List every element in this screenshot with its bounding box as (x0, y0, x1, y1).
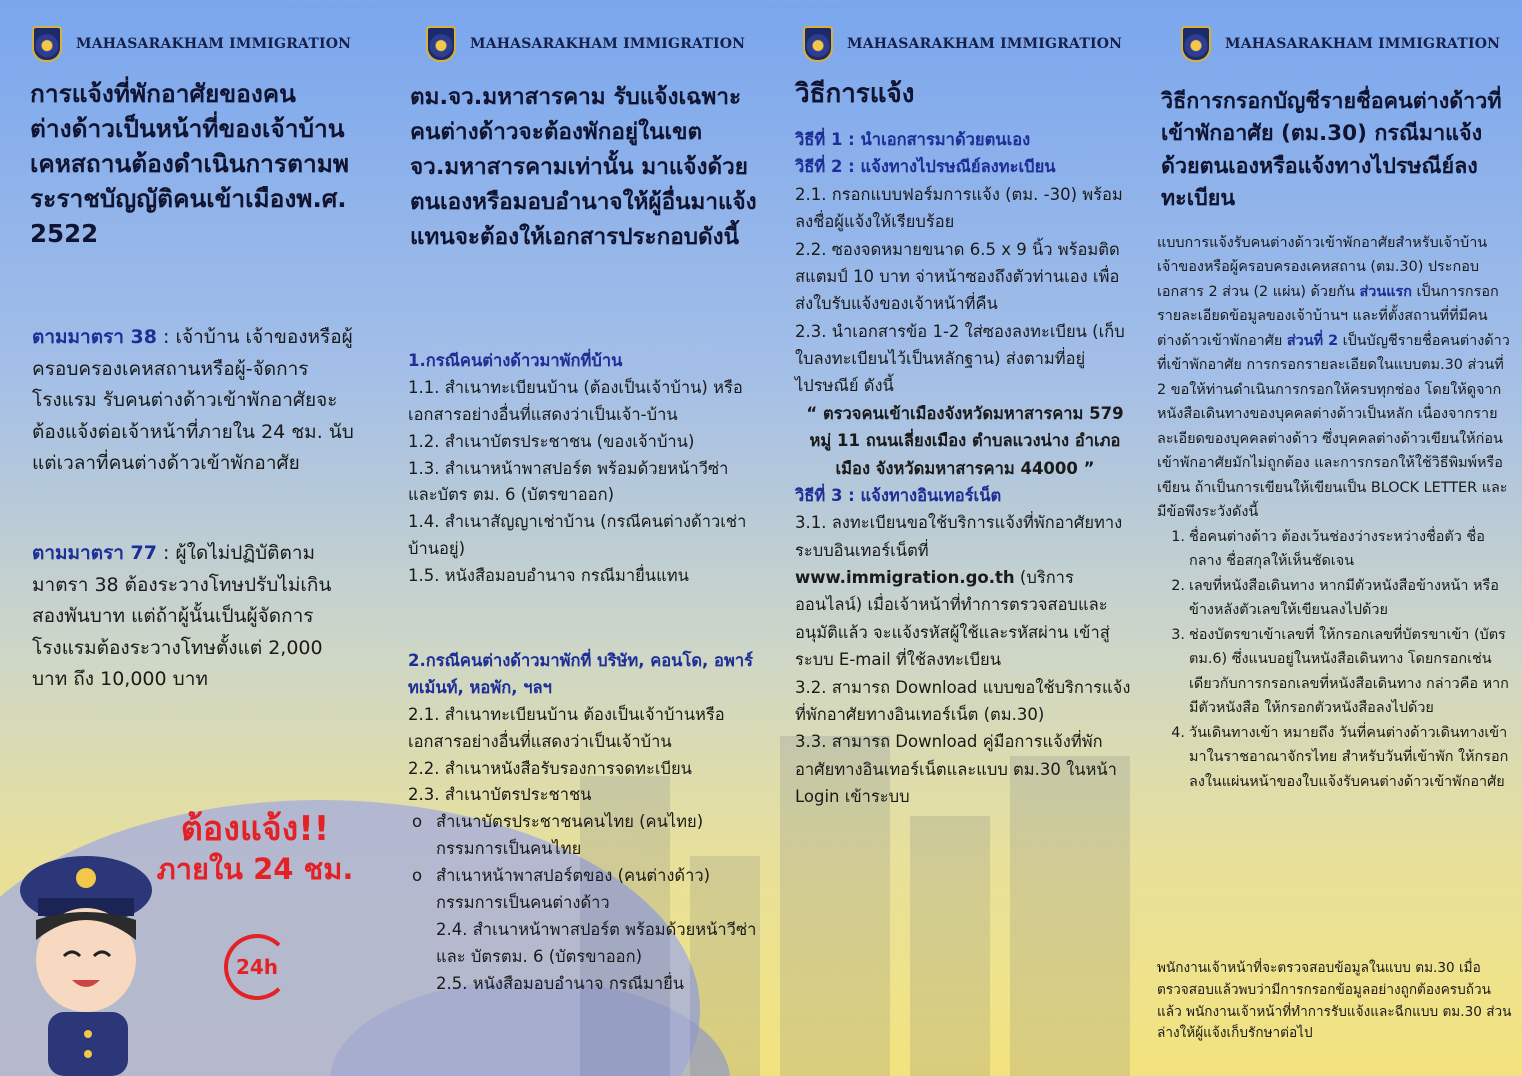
list-item (795, 509, 1135, 673)
website-link[interactable]: www.immigration.go.th (795, 568, 1015, 587)
list-item: 2.3. นำเอกสารข้อ 1-2 ใส่ซองลงทะเบียน (เก็บใบลงทะเบียนไว้เป็นหลักฐาน) ส่งตามที่อยู่ไปรษณีย์ ดังนี้ (795, 321, 1125, 396)
list-item (1157, 623, 1512, 721)
bullet-item (408, 809, 758, 863)
panel-form-instructions (1145, 0, 1522, 1076)
rule-text: เลขที่หนังสือเดินทาง หากมีตัวหนังสือข้างหน้า หรือข้างหลังตัวเลขให้เขียนลงไปด้วย (1189, 577, 1499, 619)
immigration-badge-icon (1181, 26, 1211, 62)
immigration-badge-icon (803, 26, 833, 62)
panel-header (32, 26, 351, 62)
case-2-title: 2.กรณีคนต่างด้าวมาพักที่ บริษัท, คอนโด, อพาร์ทเม้นท์, หอพัก, ฯลฯ (408, 651, 753, 697)
list-item: 2.2. สำเนาหนังสือรับรองการจดทะเบียน (408, 758, 692, 778)
list-item: 1.2. สำเนาบัตรประชาชน (ของเจ้าบ้าน) (408, 431, 695, 451)
must-report-line2: ภายใน 24 ชม. (156, 851, 354, 886)
agency-name: MAHASARAKHAM IMMIGRATION (76, 36, 352, 52)
case-2-section (408, 648, 758, 998)
law-38-label: ตามมาตรา 38 (32, 326, 157, 348)
case-1-section (408, 348, 758, 590)
list-item: 1.1. สำเนาทะเบียนบ้าน (ต้องเป็นเจ้าบ้าน) หรือเอกสารอย่างอื่นที่แสดงว่าเป็นเจ้า-บ้าน (408, 377, 743, 424)
panel-header (1181, 26, 1500, 62)
panel-title: วิธีการกรอกบัญชีรายชื่อคนต่างด้าวที่เข้าพักอาศัย (ตม.30) กรณีมาแจ้งด้วยตนเองหรือแจ้งทางไปรษณีย์ลงทะเบียน (1161, 89, 1502, 211)
list-item: 1.4. สำเนาสัญญาเช่าบ้าน (กรณีคนต่างด้าวเช่าบ้านอยู่) (408, 512, 747, 559)
rule-number: 2. (1171, 577, 1185, 594)
panel-title: วิธีการแจ้ง (795, 79, 915, 109)
list-item: 1.3. สำเนาหน้าพาสปอร์ต พร้อมด้วยหน้าวีซ่า และบัตร ตม. 6 (บัตรขาออก) (408, 458, 729, 505)
method-1-heading: วิธีที่ 1 : นำเอกสารมาด้วยตนเอง (795, 130, 1031, 149)
method-3-heading: วิธีที่ 3 : แจ้งทางอินเทอร์เน็ต (795, 485, 1002, 505)
police-officer-illustration (8, 820, 158, 1076)
list-item: 3.3. สามารถ Download คู่มือการแจ้งที่พักอาศัยทางอินเทอร์เน็ตและแบบ ตม.30 ในหน้า Login เข้าระบบ (795, 732, 1117, 806)
list-item: 2.3. สำเนาบัตรประชาชน (408, 785, 592, 805)
rule-text: ชื่อคนต่างด้าว ต้องเว้นช่องว่างระหว่างชื่อตัว ชื่อกลาง ชื่อสกุลให้เห็นชัดเจน (1189, 528, 1485, 570)
clock-24h-icon (224, 934, 290, 1000)
law-77-text: : ผู้ใดไม่ปฏิบัติตามมาตรา 38 ต้องระวางโทษปรับไม่เกินสองพันบาท แต่ถ้าผู้นั้นเป็นผู้จัดการโรงแรมต้องระวางโทษตั้งแต่ 2,000 บาท ถึง 10,000 บาท (32, 542, 332, 691)
bullet-text: สำเนาบัตรประชาชนคนไทย (คนไทย) กรรมการเป็นคนไทย (436, 812, 704, 859)
mailing-address: “ ตรวจคนเข้าเมืองจังหวัดมหาสารคาม 579 หมู่ 11 ถนนเลี่ยงเมือง ตำบลแวงน่าง อำเภอเมือง จังหวัดมหาสารคาม 44000 ” (806, 403, 1124, 478)
panel-title: ตม.จว.มหาสารคาม รับแจ้งเฉพาะคนต่างด้าวจะต้องพักอยู่ในเขตจว.มหาสารคามเท่านั้น มาแจ้งด้วยตนเองหรือมอบอำนาจให้ผู้อื่นมาแจ้งแทนจะต้องให้เอกสารประกอบดังนี้ (410, 84, 757, 250)
agency-name: MAHASARAKHAM IMMIGRATION (847, 36, 1123, 52)
list-item (1157, 525, 1512, 574)
must-report-callout (140, 808, 370, 887)
form-instructions-content (1157, 231, 1512, 794)
list-item (1157, 721, 1512, 794)
panel-header (803, 26, 1122, 62)
method-2-heading: วิธีที่ 2 : แจ้งทางไปรษณีย์ลงทะเบียน (795, 157, 1056, 177)
list-item: 2.2. ซองจดหมายขนาด 6.5 x 9 นิ้ว พร้อมติดสแตมป์ 10 บาท จ่าหน้าซองถึงตัวท่านเอง เพื่อส่งใบรับแจ้งของเจ้าหน้าที่คืน (795, 239, 1120, 314)
rules-list (1157, 525, 1512, 794)
bullet-text: สำเนาหน้าพาสปอร์ตของ (คนต่างด้าว) กรรมการเป็นคนต่างด้าว (436, 866, 711, 913)
immigration-badge-icon (32, 26, 62, 62)
list-item: 2.4. สำเนาหน้าพาสปอร์ต พร้อมด้วยหน้าวีซ่า และ บัตรตม. 6 (บัตรขาออก) (436, 919, 757, 966)
immigration-badge-icon (426, 26, 456, 62)
panel-title: การแจ้งที่พักอาศัยของคนต่างด้าวเป็นหน้าที่ของเจ้าบ้านเคหสถานต้องดำเนินการตามพระราชบัญญัติคนเข้าเมืองพ.ศ. 2522 (30, 79, 350, 249)
list-item: 2.1. กรอกแบบฟอร์มการแจ้ง (ตม. -30) พร้อมลงชื่อผู้แจ้งให้เรียบร้อย (795, 184, 1123, 232)
item-text: (บริการออนไลน์) เมื่อเจ้าหน้าที่ทำการตรวจสอบและอนุมัติแล้ว จะแจ้งรหัสผู้ใช้และรหัสผ่าน เข้าสู่ระบบ E-mail ที่ใช้ลงทะเบียน (795, 568, 1110, 670)
agency-name: MAHASARAKHAM IMMIGRATION (1225, 36, 1501, 52)
rule-number: 4. (1171, 724, 1185, 741)
intro-text: แบบการแจ้งรับคนต่างด้าวเข้าพักอาศัยสำหรับเจ้าบ้าน เจ้าของหรือผู้ครอบครองเคหสถาน (ตม.30) ประกอบเอกสาร 2 ส่วน (2 แผ่น) ด้วยกัน (1157, 235, 1488, 300)
bullet-symbol: o (412, 812, 423, 832)
officer-note: พนักงานเจ้าหน้าที่จะตรวจสอบข้อมูลในแบบ ตม.30 เมื่อตรวจสอบแล้วพบว่ามีการกรอกข้อมูลอย่างถูกต้องครบถ้วนแล้ว พนักงานเจ้าหน้าที่ทำการรับแจ้งและฉีกแบบ ตม.30 ส่วนล่างให้ผู้แจ้งเก็บรักษาต่อไป (1157, 960, 1512, 1042)
intro-paragraph (1157, 231, 1512, 525)
case-1-title: 1.กรณีคนต่างด้าวมาพักที่บ้าน (408, 351, 623, 370)
part-2-label: ส่วนที่ 2 (1286, 332, 1339, 349)
panel-header (426, 26, 745, 62)
rule-text: วันเดินทางเข้า หมายถึง วันที่คนต่างด้าวเดินทางเข้ามาในราชอาณาจักรไทย สำหรับวันที่เข้าพัก ให้กรอกลงในแผ่นหน้าของใบแจ้งรับคนต่างด้าวเข้าพักอาศัย (1189, 724, 1509, 790)
item-text: 3.1. ลงทะเบียนขอใช้บริการแจ้งที่พักอาศัยทางระบบอินเทอร์เน็ตที่ (795, 513, 1123, 560)
panel-reporting-methods (765, 0, 1145, 1076)
intro-text: เป็นบัญชีรายชื่อคนต่างด้าวที่เข้าพักอาศัย การกรอกรายละเอียดในแบบตม.30 ส่วนที่ 2 ขอให้ท่านดำเนินการกรอกให้ครบทุกช่อง โดยให้ดูจากหนังสือเดินทางของบุคคลต่างด้าวเป็นหลัก เนื่องจากรายละเอียดของบุคคลต่างด้าว ซึ่งบุคคลต่างด้าวเขียนให้ก่อนเข้าพักอาศัยมักไม่ถูกต้อง และการกรอกให้ใช้วิธีพิมพ์หรือเขียน ถ้าเป็นการเขียนให้เขียนเป็น BLOCK LETTER และมีข้อพึงระวังดังนี้ (1157, 332, 1510, 521)
list-item (1157, 574, 1512, 623)
must-report-line1: ต้องแจ้ง!! (180, 809, 330, 849)
list-item: 1.5. หนังสือมอบอำนาจ กรณีมายื่นแทน (408, 566, 689, 586)
list-item: 2.1. สำเนาทะเบียนบ้าน ต้องเป็นเจ้าบ้านหรือ เอกสารอย่างอื่นที่แสดงว่าเป็นเจ้าบ้าน (408, 704, 725, 751)
list-item: 2.5. หนังสือมอบอำนาจ กรณีมายื่น (436, 973, 685, 993)
clock-24h-label: 24h (235, 955, 279, 979)
law-38-paragraph (32, 322, 362, 480)
bullet-symbol: o (412, 866, 423, 886)
bullet-item (408, 863, 758, 917)
agency-name: MAHASARAKHAM IMMIGRATION (470, 36, 746, 52)
law-38-text: : เจ้าบ้าน เจ้าของหรือผู้ครอบครองเคหสถานหรือผู้-จัดการโรงแรม รับคนต่างด้าวเข้าพักอาศัยจะต้องแจ้งต่อเจ้าหน้าที่ภายใน 24 ชม. นับแต่เวลาที่คนต่างด้าวเข้าพักอาศัย (32, 326, 354, 475)
panel-required-documents (380, 0, 765, 1076)
law-77-paragraph (32, 538, 362, 696)
methods-content (795, 126, 1135, 810)
rule-number: 1. (1171, 528, 1185, 545)
part-1-label: ส่วนแรก (1359, 283, 1412, 300)
panel-legal-requirement (0, 0, 380, 1076)
list-item: 3.2. สามารถ Download แบบขอใช้บริการแจ้งที่พักอาศัยทางอินเทอร์เน็ต (ตม.30) (795, 677, 1131, 724)
rule-number: 3. (1171, 626, 1185, 643)
law-77-label: ตามมาตรา 77 (32, 542, 157, 564)
intro-text: เป็นการกรอกรายละเอียดข้อมูลของเจ้าบ้านฯ และที่ตั้งสถานที่ที่มีคนต่างด้าวเข้าพักอาศัย (1157, 283, 1499, 349)
rule-text: ช่องบัตรขาเข้าเลขที่ ให้กรอกเลขที่บัตรขาเข้า (บัตรตม.6) ซึ่งแนบอยู่ในหนังสือเดินทาง โดยกรอกเช่นเดียวกับการกรอกเลขที่หนังสือเดินทาง กล่าวคือ หากมีตัวหนังสือ ให้กรอกตัวหนังสือลงไปด้วย (1189, 626, 1509, 717)
